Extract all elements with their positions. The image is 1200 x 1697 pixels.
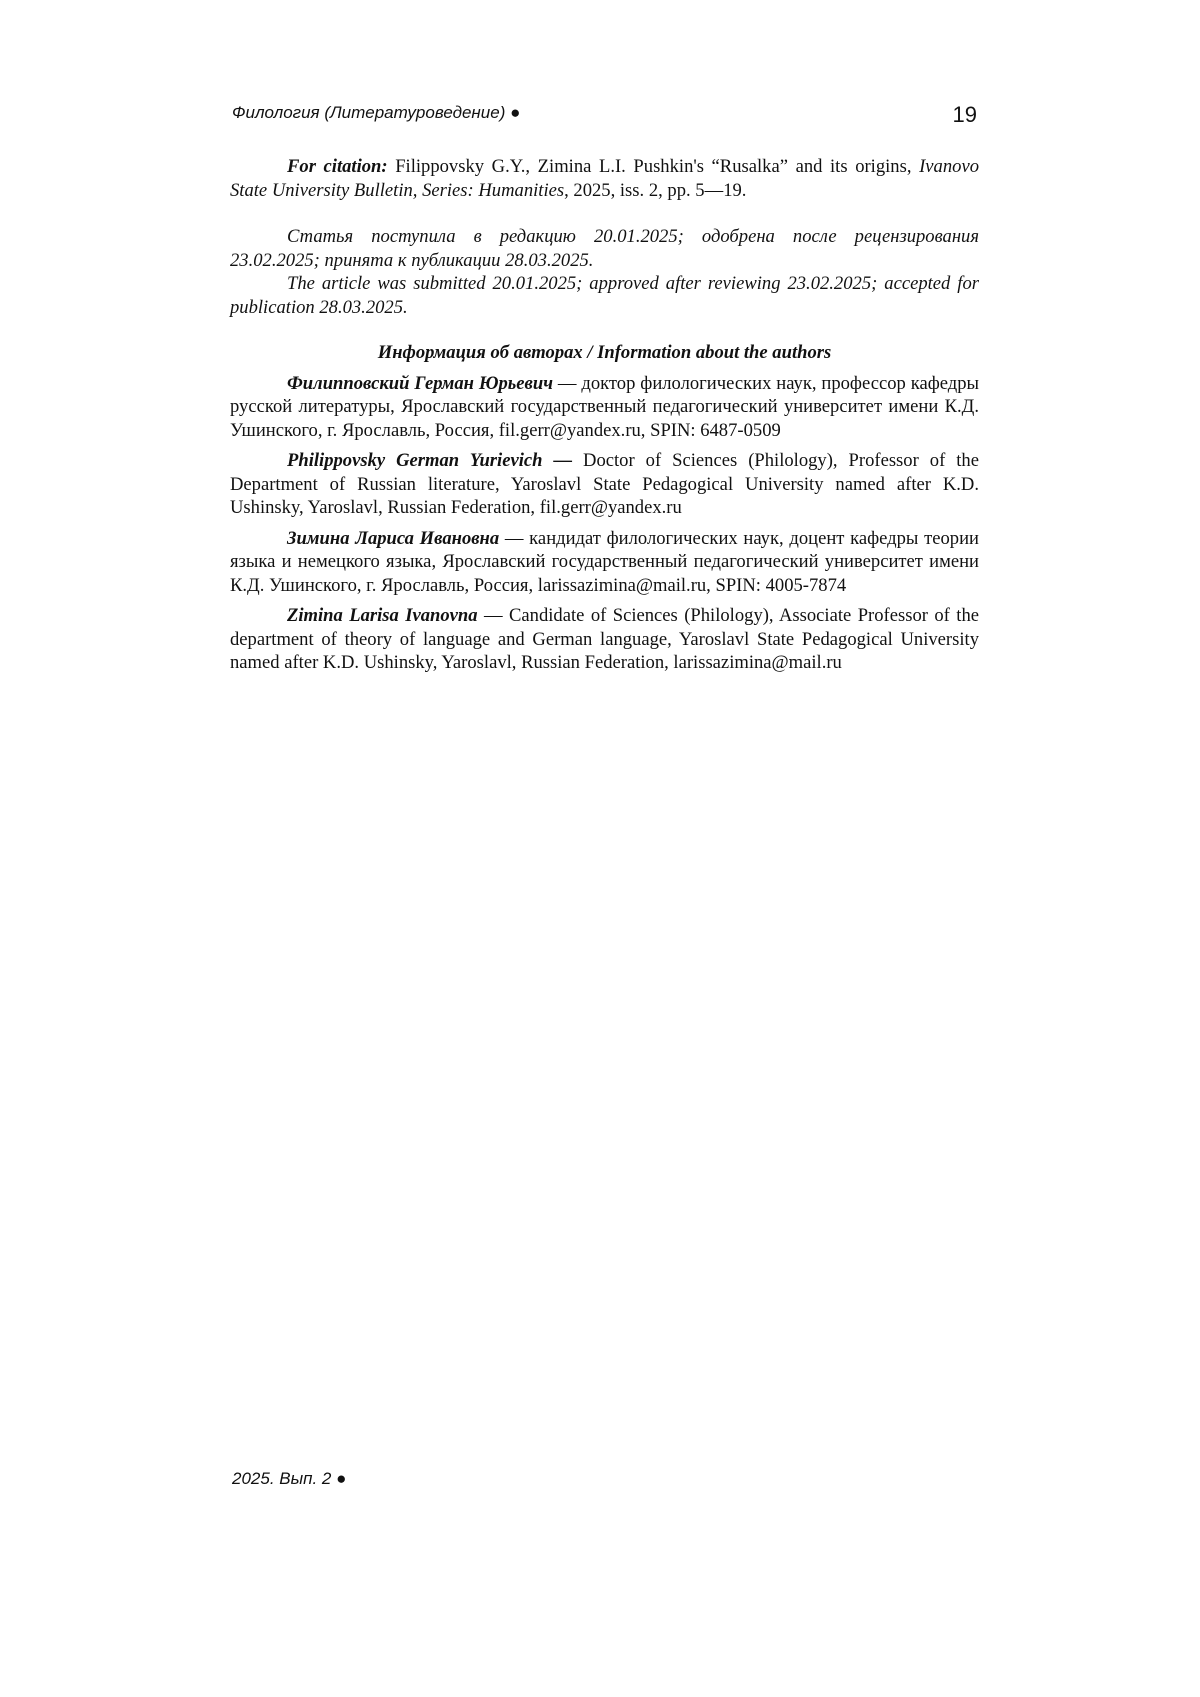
authors-section-title: Информация об авторах / Information about the authors xyxy=(377,342,832,363)
author-name: Филипповский Герман Юрьевич xyxy=(287,372,553,394)
author-entry xyxy=(230,449,979,520)
citation-authors-title: Filippovsky G.Y., Zimina L.I. Pushkin's “Rusalka” and its origins, xyxy=(387,156,920,177)
author-details: — доктор филологических наук, профессор кафедры русской литературы, Ярославский государственный педагогический университет имени К.Д. Ушинского, г. Ярославль, Россия, fil.gerr@yandex.ru, SPIN: 6487-0509 xyxy=(230,372,980,441)
author-entry xyxy=(230,372,979,443)
author-details: — Candidate of Sciences (Philology), Associate Professor of the department of theory of language and German language, Yaroslavl State Pedagogical University named after K.D. Ushinsky, Yaroslavl, Russian Federation, larissazimina@mail.ru xyxy=(230,605,979,673)
dates-en: The article was submitted 20.01.2025; approved after reviewing 23.02.2025; accepted for publication 28.03.2025. xyxy=(230,273,979,318)
running-head: Филология (Литературоведение) ● xyxy=(232,103,521,122)
author-entry xyxy=(230,604,979,675)
author-name: Zimina Larisa Ivanovna xyxy=(287,605,478,626)
page-content xyxy=(230,155,979,682)
author-details: Doctor of Sciences (Philology), Professor of the Department of Russian literature, Yaroslavl State Pedagogical University named after K.D. Ushinsky, Yaroslavl, Russian Federation, fil.gerr@yandex.ru xyxy=(230,450,979,518)
dates-ru: Статья поступила в редакцию 20.01.2025; одобрена после рецензирования 23.02.2025; принята к публикации 28.03.2025. xyxy=(230,226,979,271)
author-entry xyxy=(230,527,979,598)
citation-journal: Ivanovo State University Bulletin, Series: Humanities xyxy=(230,156,979,201)
page-number: 19 xyxy=(952,102,977,127)
citation-details: , 2025, iss. 2, pp. 5—19. xyxy=(564,179,747,201)
author-name: Philippovsky German Yurievich — xyxy=(287,450,573,471)
citation-paragraph xyxy=(230,155,979,202)
citation-label: For citation: xyxy=(287,156,388,177)
footer-issue: 2025. Вып. 2 ● xyxy=(232,1469,347,1488)
author-name: Зимина Лариса Ивановна xyxy=(287,527,500,549)
author-details: — кандидат филологических наук, доцент кафедры теории языка и немецкого языка, Ярославский государственный педагогический университет имени К.Д. Ушинского, г. Ярославль, Россия, larissazimina@mail.ru, SPIN: 4005-7874 xyxy=(230,527,979,596)
